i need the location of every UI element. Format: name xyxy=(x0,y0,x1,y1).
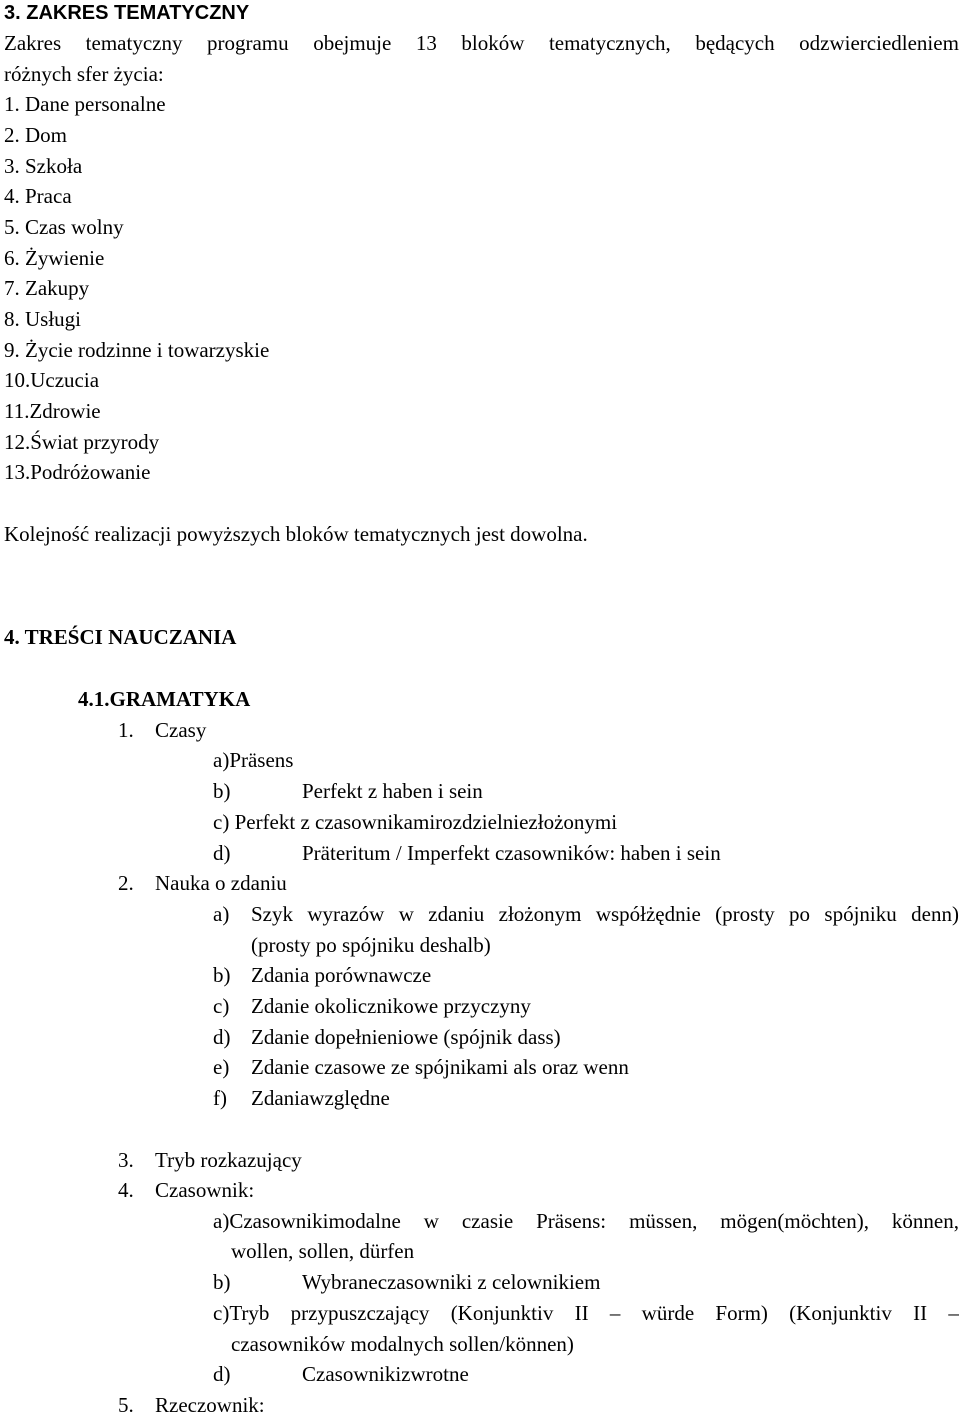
word: können, xyxy=(891,1209,959,1233)
intro-word: będących xyxy=(695,31,775,55)
word: müssen, xyxy=(629,1209,698,1233)
word: a)Czasownikimodalne xyxy=(213,1209,401,1233)
item-title: Czasy xyxy=(155,718,207,742)
word: denn) xyxy=(911,902,959,926)
word: Szyk xyxy=(251,902,293,926)
item-title: Tryb rozkazujący xyxy=(155,1148,302,1172)
topic-item: 8. Usługi xyxy=(4,307,82,331)
word: c)Tryb xyxy=(213,1301,270,1325)
word: spójniku xyxy=(824,902,897,926)
intro-word: 13 xyxy=(415,31,437,55)
item-number: 5. xyxy=(118,1393,134,1417)
item-title: Nauka o zdaniu xyxy=(155,871,287,895)
subitem-text-continued: czasowników modalnych sollen/können) xyxy=(231,1332,574,1356)
subitem-text: Czasownikizwrotne xyxy=(302,1362,469,1386)
word: po xyxy=(789,902,811,926)
word: – xyxy=(948,1301,959,1325)
word: mögen(möchten), xyxy=(720,1209,869,1233)
subitem-text: Präteritum / Imperfekt czasowników: haben i sein xyxy=(302,841,721,865)
subitem-letter: d) xyxy=(213,1362,231,1386)
topic-item: 4. Praca xyxy=(4,184,72,208)
word: (Konjunktiv xyxy=(450,1301,554,1325)
section-3-intro-line-2: różnych sfer życia: xyxy=(4,62,164,86)
topic-item: 9. Życie rodzinne i towarzyskie xyxy=(4,338,270,362)
item-title: Rzeczownik: xyxy=(155,1393,265,1417)
subitem-text: Zdania porównawcze xyxy=(251,963,432,987)
subitem-letter: e) xyxy=(213,1055,230,1079)
subitem-letter: d) xyxy=(213,841,231,865)
subitem-text: Perfekt z haben i sein xyxy=(302,779,483,803)
topic-item: 6. Żywienie xyxy=(4,246,105,270)
item-title: Czasownik: xyxy=(155,1178,255,1202)
intro-word: tematyczny xyxy=(85,31,183,55)
topic-item: 3. Szkoła xyxy=(4,154,83,178)
word: – xyxy=(609,1301,621,1325)
subitem-text-continued: (prosty po spójniku deshalb) xyxy=(251,933,491,957)
word: w xyxy=(423,1209,439,1233)
word: Form) xyxy=(715,1301,768,1325)
word: zdaniu xyxy=(428,902,485,926)
topic-item: 13.Podróżowanie xyxy=(4,460,151,484)
subitem-letter: b) xyxy=(213,779,231,803)
subitem-letter: b) xyxy=(213,963,231,987)
subsection-heading-gramatyka: 4.1.GRAMATYKA xyxy=(78,687,251,711)
subitem: c) Perfekt z czasownikamirozdzielniezłożonymi xyxy=(213,810,618,834)
subitem-text-justified xyxy=(213,1300,959,1326)
item-number: 2. xyxy=(118,871,134,895)
word: wyrazów xyxy=(307,902,385,926)
word: czasie xyxy=(461,1209,514,1233)
section-3-note: Kolejność realizacji powyższych bloków tematycznych jest dowolna. xyxy=(4,522,588,546)
subitem-text: Wybraneczasowniki z celownikiem xyxy=(302,1270,601,1294)
section-3-heading: 3. ZAKRES TEMATYCZNY xyxy=(4,2,250,24)
subitem-letter: c) xyxy=(213,994,230,1018)
subitem-text-justified xyxy=(213,1208,959,1234)
subitem-text-justified xyxy=(251,901,959,927)
topic-item: 1. Dane personalne xyxy=(4,92,166,116)
topic-item: 5. Czas wolny xyxy=(4,215,124,239)
item-number: 3. xyxy=(118,1148,134,1172)
item-number: 1. xyxy=(118,718,134,742)
intro-word: Zakres xyxy=(4,31,62,55)
subitem-letter: f) xyxy=(213,1086,227,1110)
subitem-text: Zdaniawzględne xyxy=(251,1086,390,1110)
intro-word: tematycznych, xyxy=(548,31,671,55)
topic-item: 10.Uczucia xyxy=(4,368,100,392)
section-3-intro-line-1 xyxy=(4,30,959,56)
subitem-text: Zdanie dopełnieniowe (spójnik dass) xyxy=(251,1025,561,1049)
topic-item: 12.Świat przyrody xyxy=(4,430,160,454)
subitem-letter: b) xyxy=(213,1270,231,1294)
word: (Konjunktiv xyxy=(789,1301,892,1325)
word: współżędnie xyxy=(595,902,701,926)
intro-word: odzwierciedleniem xyxy=(799,31,959,55)
intro-word: bloków xyxy=(461,31,525,55)
word: przypuszczający xyxy=(290,1301,430,1325)
intro-word: programu xyxy=(207,31,289,55)
subitem-letter: a) xyxy=(213,902,230,926)
word: w xyxy=(398,902,414,926)
subitem-letter: d) xyxy=(213,1025,231,1049)
subitem-text-continued: wollen, sollen, dürfen xyxy=(231,1239,415,1263)
topic-item: 7. Zakupy xyxy=(4,276,90,300)
section-4-heading: 4. TREŚCI NAUCZANIA xyxy=(4,625,237,649)
word: würde xyxy=(641,1301,695,1325)
subitem-text: Zdanie czasowe ze spójnikami als oraz wenn xyxy=(251,1055,629,1079)
word: II xyxy=(913,1301,928,1325)
subitem-text: Zdanie okolicznikowe przyczyny xyxy=(251,994,531,1018)
topic-item: 11.Zdrowie xyxy=(4,399,101,423)
subitem: a)Präsens xyxy=(213,748,294,772)
intro-word: obejmuje xyxy=(313,31,392,55)
topic-item: 2. Dom xyxy=(4,123,67,147)
item-number: 4. xyxy=(118,1178,134,1202)
word: II xyxy=(574,1301,589,1325)
word: Präsens: xyxy=(536,1209,607,1233)
word: złożonym xyxy=(498,902,582,926)
word: (prosty xyxy=(715,902,775,926)
